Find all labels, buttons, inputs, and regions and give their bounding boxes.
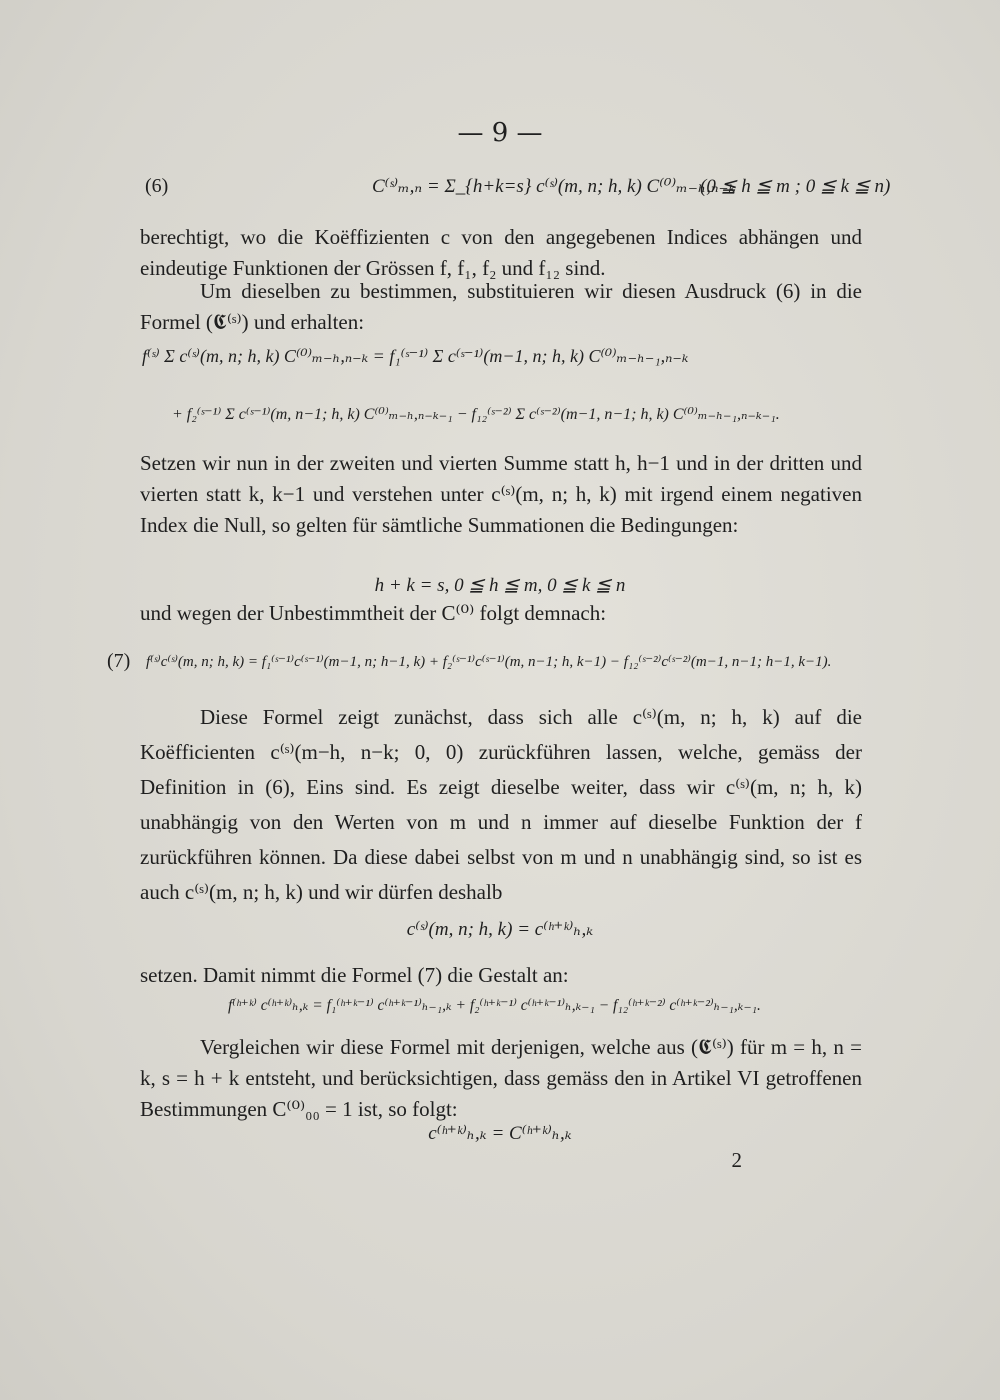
equation-6: C⁽ˢ⁾ₘ,ₙ = Σ_{h+k=s} c⁽ˢ⁾(m, n; h, k) C⁽⁰⁾ₘ₋ₕ,ₙ₋ₖ [372, 176, 736, 197]
paragraph-3: Setzen wir nun in der zweiten und vierten Summe statt h, h−1 und in der dritten und vierten statt k, k−1 und verstehen unter c⁽ˢ⁾(m, n; h, k) mit irgend einem negativen Index die Null, so gelten für sämtliche Summationen die Bedingungen: [140, 451, 862, 537]
substitution-equation-line-1: f⁽ˢ⁾ Σ c⁽ˢ⁾(m, n; h, k) C⁽⁰⁾ₘ₋ₕ,ₙ₋ₖ = f₁⁽ˢ⁻¹⁾ Σ c⁽ˢ⁻¹⁾(m−1, n; h, k) C⁽⁰⁾ₘ₋ₕ₋₁,ₙ₋ₖ [142, 346, 689, 366]
paragraph-1: berechtigt, wo die Koëffizienten c von den angegebenen Indices abhängen und eindeutige Funktionen der Grössen f, f₁, f₂ und f₁₂ sind. [140, 225, 862, 280]
equation-7: f⁽ˢ⁾c⁽ˢ⁾(m, n; h, k) = f₁⁽ˢ⁻¹⁾c⁽ˢ⁻¹⁾(m−1, n; h−1, k) + f₂⁽ˢ⁻¹⁾c⁽ˢ⁻¹⁾(m, n−1; h, k−1) − f₁₂⁽ˢ⁻²⁾c⁽ˢ⁻²⁾(m−1, n−1; h−1, k−1). [146, 654, 832, 670]
substitution-equation-line-2: + f₂⁽ˢ⁻¹⁾ Σ c⁽ˢ⁻¹⁾(m, n−1; h, k) C⁽⁰⁾ₘ₋ₕ,ₙ₋ₖ₋₁ − f₁₂⁽ˢ⁻²⁾ Σ c⁽ˢ⁻²⁾(m−1, n−1; h, k) C⁽⁰⁾ₘ₋ₕ₋₁,ₙ₋ₖ₋₁. [172, 406, 780, 423]
recursion-formula: f⁽ʰ⁺ᵏ⁾ c⁽ʰ⁺ᵏ⁾ₕ,ₖ = f₁⁽ʰ⁺ᵏ⁻¹⁾ c⁽ʰ⁺ᵏ⁻¹⁾ₕ₋₁,ₖ + f₂⁽ʰ⁺ᵏ⁻¹⁾ c⁽ʰ⁺ᵏ⁻¹⁾ₕ,ₖ₋₁ − f₁₂⁽ʰ⁺ᵏ⁻²⁾ c⁽ʰ⁺ᵏ⁻²⁾ₕ₋₁,ₖ₋₁. [228, 997, 761, 1014]
equation-6-label: (6) [145, 175, 169, 197]
page-number: — 9 — [457, 118, 543, 148]
paragraph-5: Diese Formel zeigt zunächst, dass sich alle c⁽ˢ⁾(m, n; h, k) auf die Koëfficienten c⁽ˢ⁾(m−h, n−k; 0, 0) zurückführen lassen, welche, gemäss der Definition in (6), Eins sind. Es zeigt dieselbe weiter, dass wir c⁽ˢ⁾(m, n; h, k) unabhängig von den Werten von m und n immer auf dieselbe Funktion der f zurückführen können. Da diese dabei selbst von m und n unabhängig sind, so ist es auch c⁽ˢ⁾(m, n; h, k) und wir dürfen deshalb [140, 705, 862, 904]
equation-7-label: (7) [107, 650, 131, 672]
signature-mark: 2 [731, 1148, 742, 1172]
paragraph-2: Um dieselben zu bestimmen, substituieren wir diesen Ausdruck (6) in die Formel (𝕮⁽ˢ⁾) und erhalten: [140, 279, 862, 334]
paragraph-4: und wegen der Unbestimmtheit der C⁽⁰⁾ folgt demnach: [140, 601, 607, 625]
equation-6-condition: (0 ≦ h ≦ m ; 0 ≦ k ≦ n) [700, 176, 891, 197]
final-identity: c⁽ʰ⁺ᵏ⁾ₕ,ₖ = C⁽ʰ⁺ᵏ⁾ₕ,ₖ [428, 1123, 572, 1144]
paragraph-6: setzen. Damit nimmt die Formel (7) die Gestalt an: [140, 963, 569, 987]
coefficient-identity: c⁽ˢ⁾(m, n; h, k) = c⁽ʰ⁺ᵏ⁾ₕ,ₖ [406, 919, 594, 940]
summation-conditions: h + k = s, 0 ≦ h ≦ m, 0 ≦ k ≦ n [374, 575, 626, 596]
paragraph-7: Vergleichen wir diese Formel mit derjenigen, welche aus (𝕮⁽ˢ⁾) für m = h, n = k, s = h + k entsteht, und berücksichtigen, dass gemäss den in Artikel VI getroffenen Bestimmungen C⁽⁰⁾₀₀ = 1 ist, so folgt: [140, 1035, 862, 1121]
